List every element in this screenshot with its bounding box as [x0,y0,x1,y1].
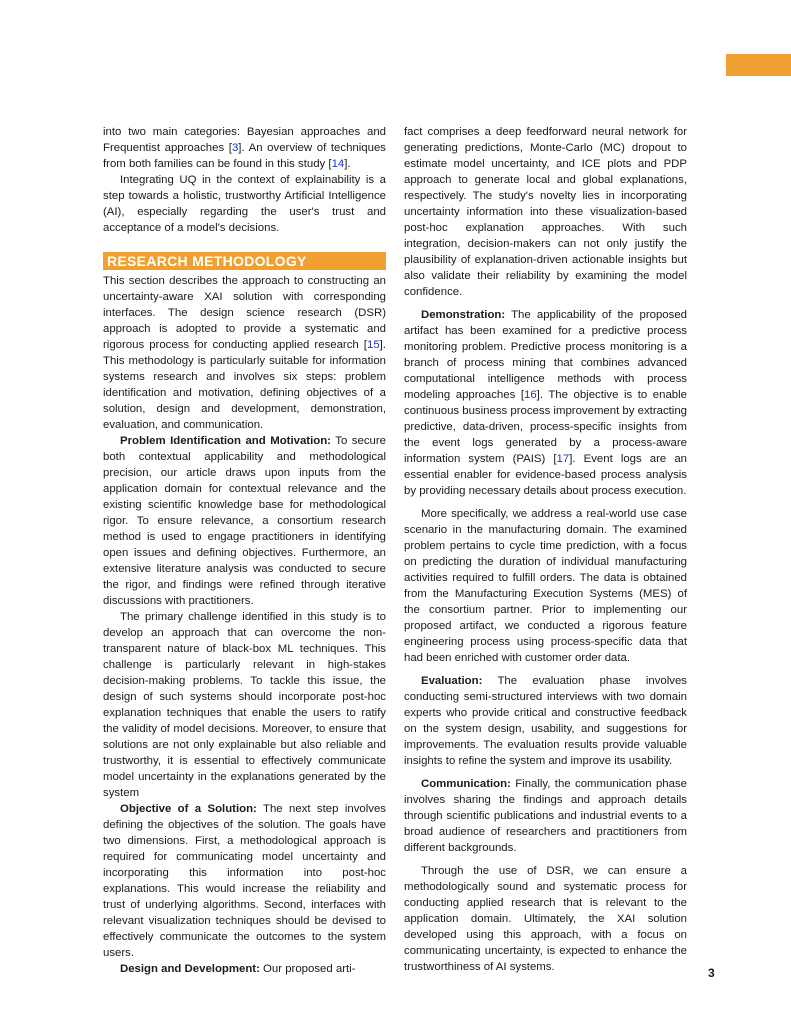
right-column [404,124,687,975]
run-in-heading: Objective of a Solution: [120,803,257,815]
paragraph-communication: Communication: Finally, the communication phase involves sharing the findings and approach details through scientific publications and industrial events to a broad audience of researchers and practitioners from different backgrounds. [404,778,687,854]
paragraph-evaluation: Evaluation: The evaluation phase involves conducting semi-structured interviews with two domain experts who provide critical and constructive feedback on the system design, usability, and suggestions for improvements. The evaluation results provide valuable insights to refine the system and improve its usability. [404,675,687,767]
run-in-heading: Communication: [421,778,511,790]
citation-link[interactable]: 15 [366,339,380,351]
left-column [103,124,386,977]
run-in-heading: Design and Development: [120,963,260,975]
paragraph-artifact: fact comprises a deep feedforward neural network for generating predictions, Monte-Carlo (MC) dropout to estimate model uncertainty, and ICE plots and PDP approach to generate local and global explanations, respectively. The study's novelty lies in incorporating uncertainty information into these visualization-based post-hoc explanation approaches. With such integration, decision-makers can not only justify the plausibility of explanation-driven actionable insights but also validate their reliability by examining the model confidence. [404,126,687,298]
run-in-heading: Problem Identification and Motivation: [120,435,331,447]
section-tab-marker [726,54,791,76]
paragraph-conclusion: Through the use of DSR, we can ensure a methodologically sound and systematic process for conducting applied research that is relevant to the application domain. Ultimately, the XAI solution developed using this approach, with a focus on communicating uncertainty, is expected to enhance the trustworthiness of AI systems. [404,865,687,973]
paragraph-objective: Objective of a Solution: The next step involves defining the objectives of the solution. The goals have two dimensions. First, a methodological approach is required for communicating model uncertainty and incorporating this information into post-hoc explanations. This would increase the reliability and trust of underlying algorithms. Second, interfaces with relevant visualization techniques should be devised to effectively communicate the outcomes to the system users. [103,803,386,959]
paragraph-uq-explainability: Integrating UQ in the context of explainability is a step towards a holistic, trustworthy Artificial Intelligence (AI), especially regarding the user's trust and acceptance of a model's decisions. [103,174,386,234]
paragraph-use-case: More specifically, we address a real-world use case scenario in the manufacturing domain. The examined problem pertains to cycle time prediction, with a focus on predicting the duration of individual manufacturing activities required to fulfill orders. The data is obtained from the Manufacturing Execution Systems (MES) of the consortium partner. Prior to implementing our proposed artifact, we conducted a rigorous feature engineering process using process-specific data that had been enriched with customer order data. [404,508,687,664]
citation-link[interactable]: 3 [231,142,239,154]
page-number: 3 [708,966,715,980]
run-in-heading: Demonstration: [421,309,506,321]
paragraph-methodology: This section describes the approach to constructing an uncertainty-aware XAI solution with corresponding interfaces. The design science research (DSR) approach is adopted to provide a systematic and rigorous process for conducting applied research [15]. This methodology is particularly suitable for information systems research and involves six steps: problem identification and motivation, defining objectives of a solution, design and development, demonstration, evaluation, and communication. [103,275,386,431]
citation-link[interactable]: 14 [331,158,345,170]
run-in-heading: Evaluation: [421,675,483,687]
section-heading: RESEARCH METHODOLOGY [103,252,386,270]
citation-link[interactable]: 17 [556,453,570,465]
paragraph-demonstration: Demonstration: The applicability of the proposed artifact has been examined for a predictive process monitoring problem. Predictive process monitoring is a branch of process mining that combines advanced computational intelligence methods with process modeling approaches [16]. The objective is to enable continuous business process improvement by extracting predictive, data-driven, process-specific insights from the event logs generated by a process-aware information system (PAIS) [17]. Event logs are an essential enabler for evidence-based process analysis by providing necessary details about process execution. [404,309,688,497]
citation-link[interactable]: 16 [524,389,537,401]
paragraph-design-development: Design and Development: Our proposed arti- [120,963,356,975]
paragraph-problem-identification: Problem Identification and Motivation: To secure both contextual applicability and methodological precision, our article draws upon inputs from the application domain for contextual relevance and the existing scientific knowledge base for methodological rigor. To ensure relevance, a consortium research method is used to engage practitioners in identifying open issues and defining objectives. Furthermore, an extensive literature analysis was conducted to secure the rigor, and findings were refined through iterative discussions with practitioners. [103,435,386,607]
paragraph-intro: into two main categories: Bayesian approaches and Frequentist approaches [3]. An overview of techniques from both families can be found in this study [14]. [103,126,386,170]
paragraph-primary-challenge: The primary challenge identified in this study is to develop an approach that can overcome the non-transparent nature of black-box ML techniques. This challenge is particularly relevant in high-stakes decision-making problems. To tackle this issue, the design of such systems should incorporate post-hoc explanation techniques that enable the users to ratify the validity of model decisions. Moreover, to ensure that solutions are not only explainable but also reliable and trustworthy, it is essential to effectively communicate model uncertainty in the explanations generated by the system [103,611,386,799]
